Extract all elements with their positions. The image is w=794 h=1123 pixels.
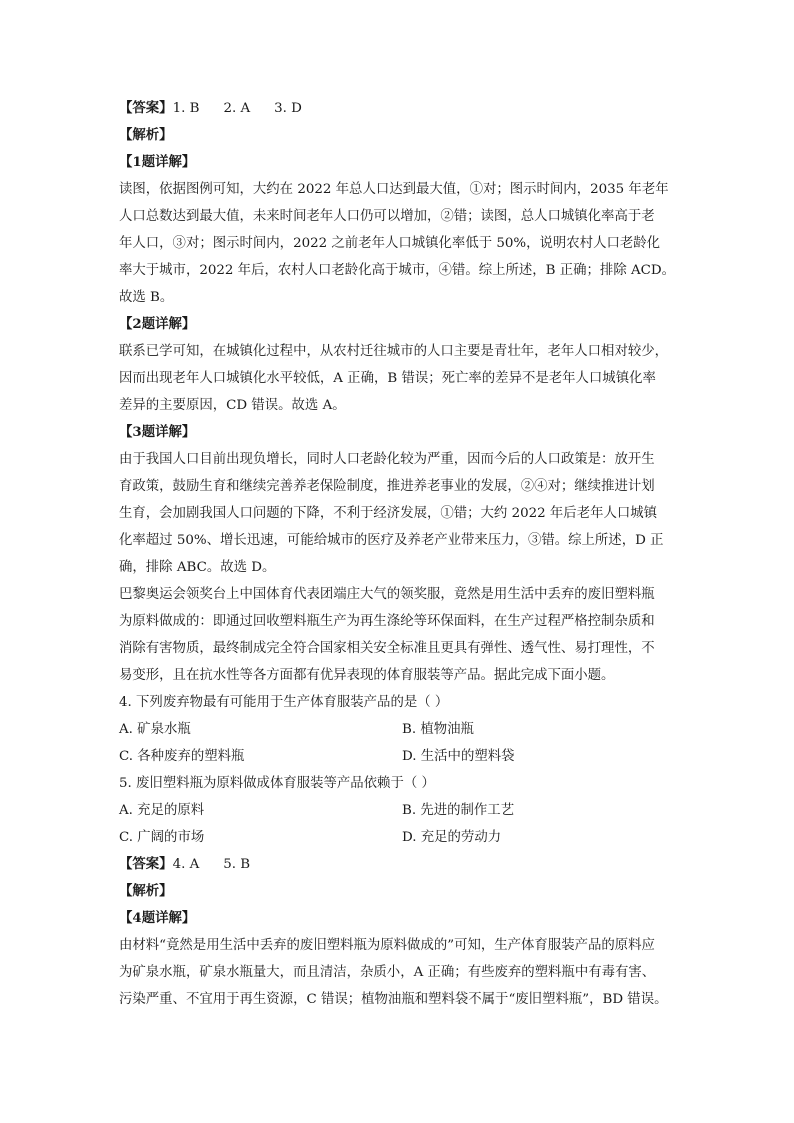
option-a: A. 充足的原料: [119, 803, 205, 818]
paragraph-line: 污染严重、不宜用于再生资源，C 错误；植物油瓶和塑料袋不属于“废旧塑料瓶”，BD 错误。: [119, 992, 668, 1007]
paragraph-line: 人口总数达到最大值，未来时间老年人口仍可以增加，②错；读图，总人口城镇化率高于老: [119, 209, 655, 224]
document-page: [119, 95, 679, 1013]
option-d: D. 生活中的塑料袋: [402, 749, 515, 764]
answer-tag: 【答案】: [119, 856, 173, 872]
paragraph-line: 化率超过 50%、增长迅速，可能给城市的医疗及养老产业带来压力，③错。综上所述，D 正: [119, 533, 664, 548]
paragraph-line: 由于我国人口目前出现负增长，同时人口老龄化较为严重，因而今后的人口政策是：放开生: [119, 452, 655, 467]
paragraph-line: 年人口，③对；图示时间内，2022 之前老年人口城镇化率低于 50%，说明农村人口老龄化: [119, 236, 661, 251]
material-line: 巴黎奥运会领奖台上中国体育代表团端庄大气的领奖服，竟然是用生活中丢弃的废旧塑料瓶: [119, 587, 655, 602]
material-line: 消除有害物质，最终制成完全符合国家相关安全标准且更具有弹性、透气性、易打理性，不: [119, 641, 655, 656]
paragraph-line: 由材料“竟然是用生活中丢弃的废旧塑料瓶为原料做成的”可知，生产体育服装产品的原料应: [119, 938, 655, 953]
question-4-stem: 4. 下列废弃物最有可能用于生产体育服装产品的是（ ）: [119, 695, 449, 710]
question-5-stem: 5. 废旧塑料瓶为原料做成体育服装等产品依赖于（ ）: [119, 776, 435, 791]
answer-item: 2. A: [223, 101, 251, 116]
paragraph-line: 因而出现老年人口城镇化水平较低，A 正确，B 错误；死亡率的差异不是老年人口城镇化率: [119, 371, 656, 386]
question-4-options-row: [119, 743, 679, 770]
paragraph-line: 育政策，鼓励生育和继续完善养老保险制度，推进养老事业的发展，②④对；继续推进计划: [119, 479, 655, 494]
paragraph-line: 为矿泉水瓶，矿泉水瓶量大，而且清洁，杂质小，A 正确；有些废弃的塑料瓶中有毒有害、: [119, 965, 656, 980]
option-d: D. 充足的劳动力: [402, 830, 502, 845]
q2-detail-tag: 【2题详解】: [119, 316, 196, 332]
paragraph-line: 联系已学可知，在城镇化过程中，从农村迁往城市的人口主要是青壮年，老年人口相对较少，: [119, 344, 669, 359]
analysis-tag: 【解析】: [119, 883, 173, 899]
option-c: C. 各种废弃的塑料瓶: [119, 749, 245, 764]
answer-line-1: [119, 95, 679, 122]
paragraph-line: 差异的主要原因，CD 错误。故选 A。: [119, 398, 346, 413]
question-5-options-row: [119, 797, 679, 824]
material-line: 为原料做成的：即通过回收塑料瓶生产为再生涤纶等环保面料，在生产过程严格控制杂质和: [119, 614, 655, 629]
option-a: A. 矿泉水瓶: [119, 722, 191, 737]
option-b: B. 植物油瓶: [402, 722, 474, 737]
paragraph-line: 确，排除 ABC。故选 D。: [119, 560, 276, 575]
paragraph-line: 率大于城市，2022 年后，农村人口老龄化高于城市，④错。综上所述，B 正确；排除 ACD。: [119, 263, 676, 278]
answer-tag: 【答案】: [119, 100, 173, 116]
paragraph-line: 故选 B。: [119, 290, 174, 305]
answer-item: 1. B: [172, 101, 200, 116]
q3-detail-tag: 【3题详解】: [119, 424, 196, 440]
q1-detail-tag: 【1题详解】: [119, 154, 196, 170]
answer-item: 5. B: [223, 857, 251, 872]
question-4-options-row: [119, 716, 679, 743]
option-b: B. 先进的制作工艺: [402, 803, 515, 818]
question-5-options-row: [119, 824, 679, 851]
q4-detail-tag: 【4题详解】: [119, 910, 196, 926]
answer-item: 3. D: [274, 101, 302, 116]
answer-line-2: [119, 851, 679, 878]
option-c: C. 广阔的市场: [119, 830, 205, 845]
material-line: 易变形，且在抗水性等各方面都有优异表现的体育服装等产品。据此完成下面小题。: [119, 668, 615, 683]
answer-item: 4. A: [172, 857, 200, 872]
paragraph-line: 读图，依据图例可知，大约在 2022 年总人口达到最大值，①对；图示时间内，2035 年老年: [119, 182, 669, 197]
analysis-tag: 【解析】: [119, 127, 173, 143]
paragraph-line: 生育，会加剧我国人口问题的下降，不利于经济发展，①错；大约 2022 年后老年人口城镇: [119, 506, 658, 521]
